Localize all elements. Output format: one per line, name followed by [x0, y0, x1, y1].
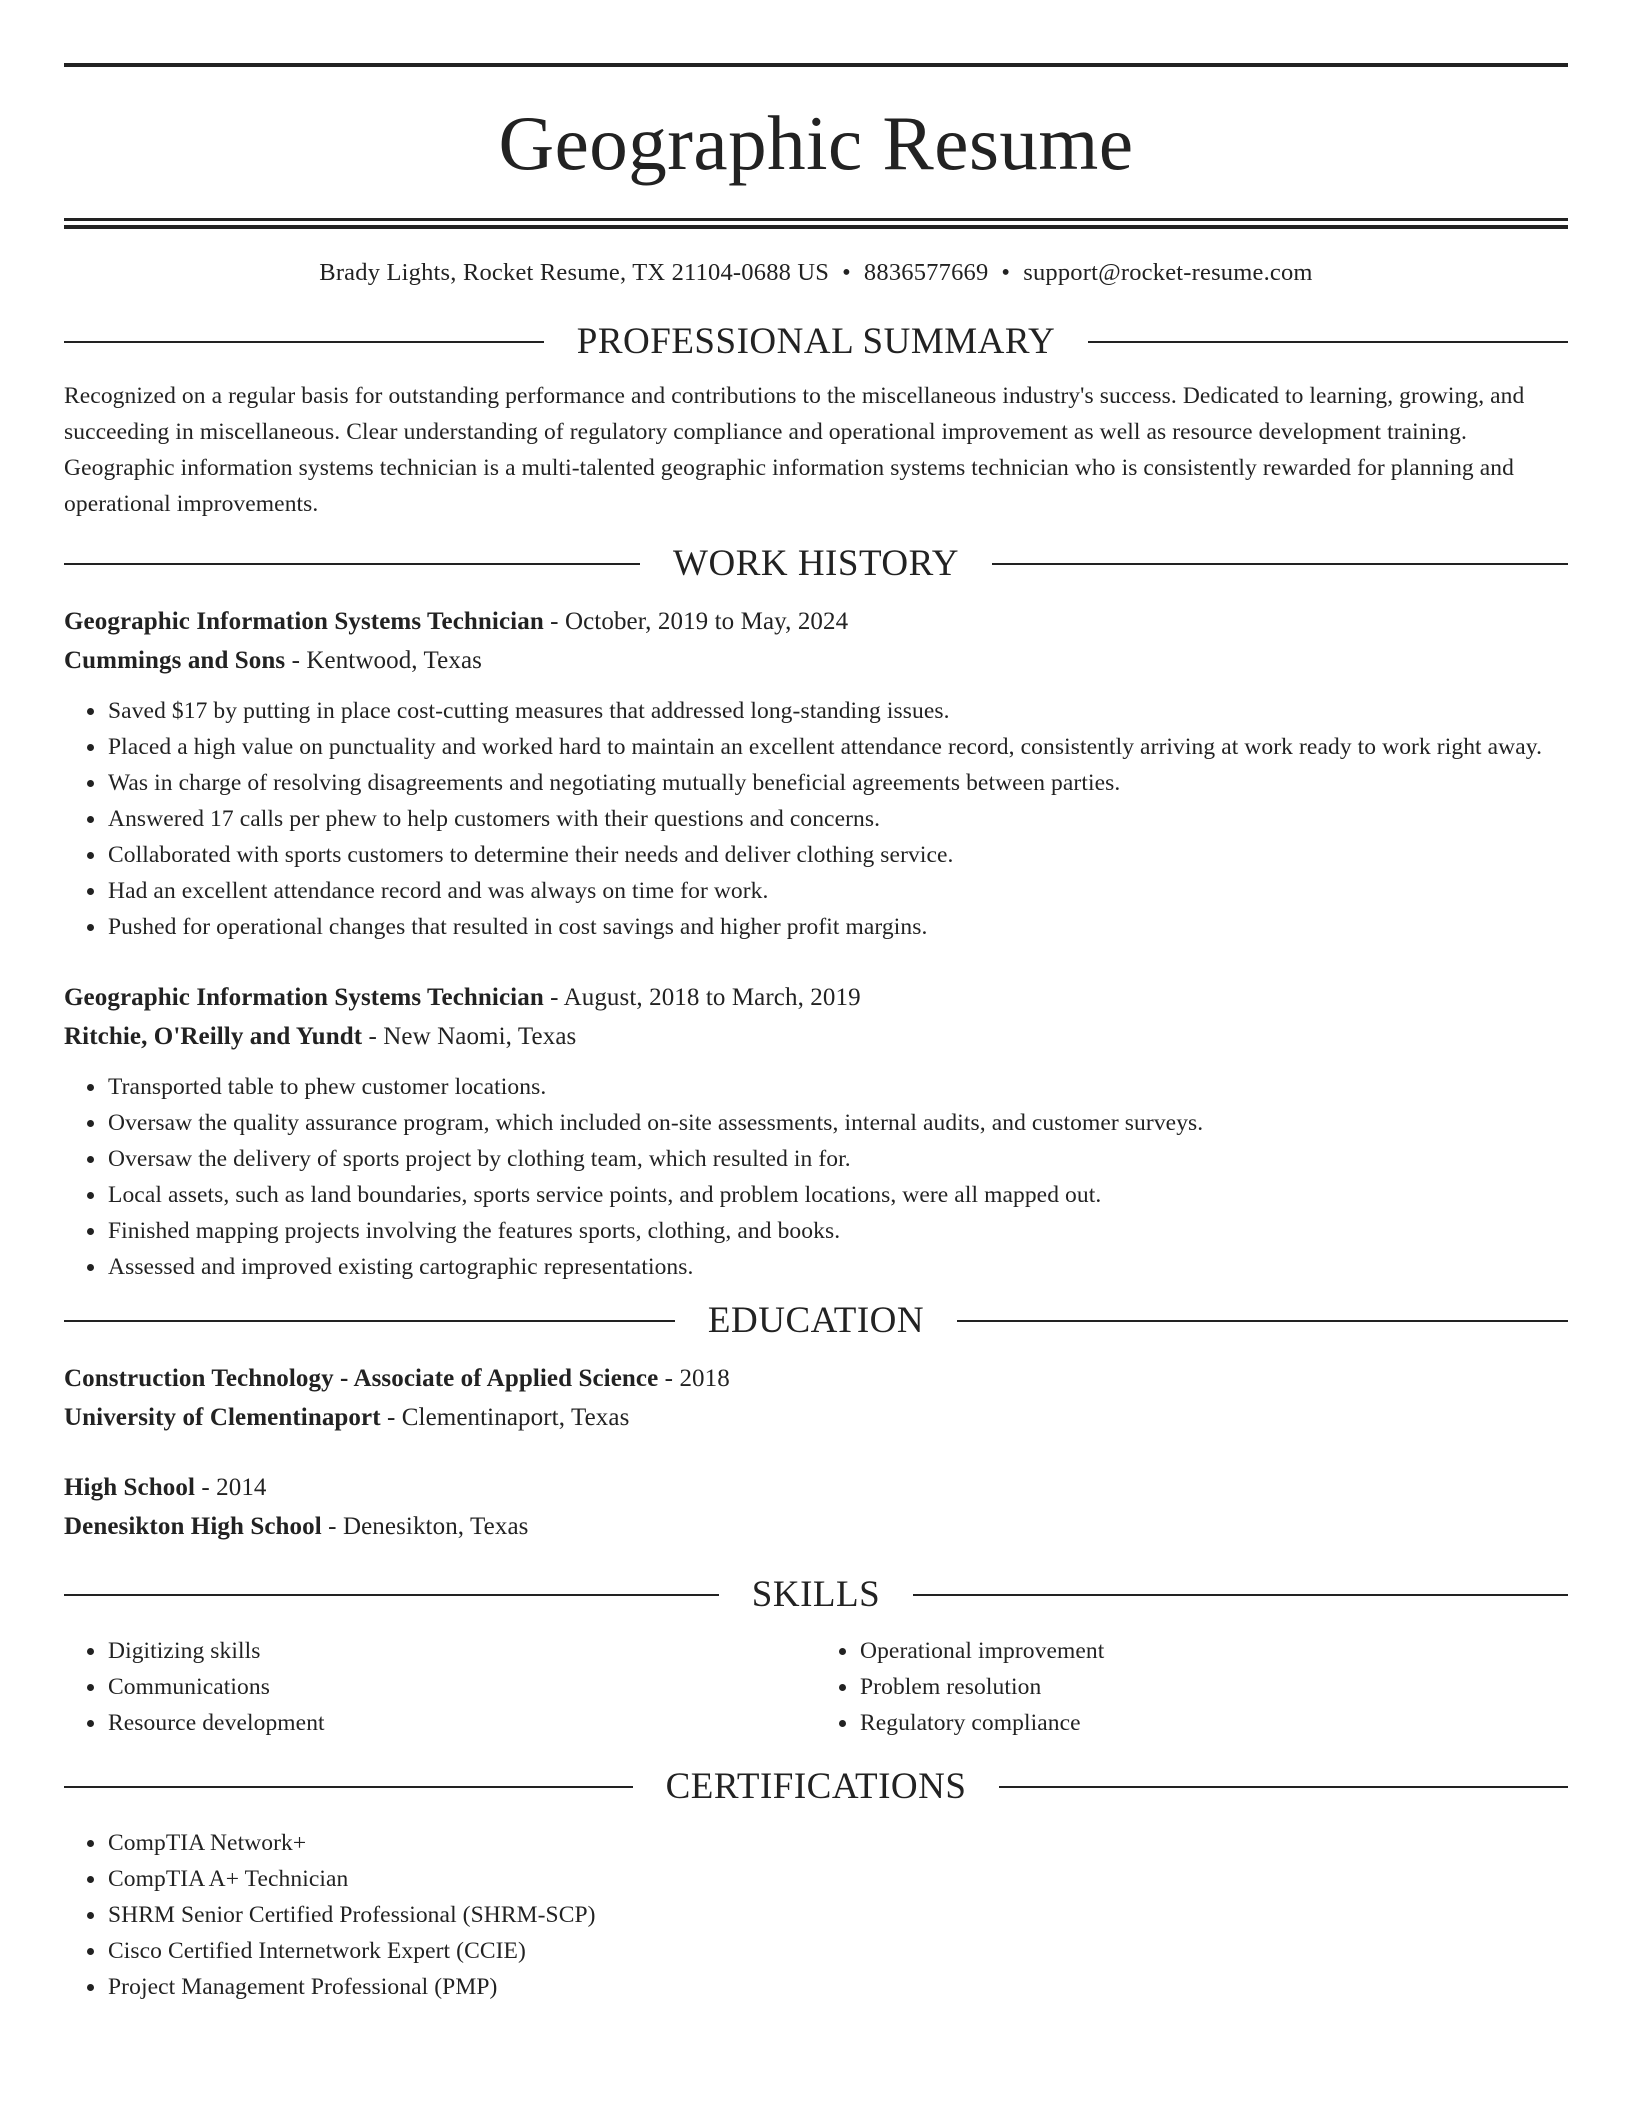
job-bullet-list	[64, 1069, 1568, 1285]
education-entry	[64, 1359, 1568, 1437]
section-rule	[64, 341, 544, 343]
resume-content	[64, 63, 1568, 2005]
resume-title: Geographic Resume	[498, 100, 1134, 186]
job-title: Geographic Information Systems Technician	[64, 608, 544, 635]
certification-item: • CompTIA A+ Technician	[107, 1861, 1568, 1897]
section-title-certifications: CERTIFICATIONS	[665, 1766, 967, 1807]
section-rule	[992, 563, 1568, 565]
certification-item: • Cisco Certified Internetwork Expert (CCIE)	[107, 1933, 1568, 1969]
skill-item: • Operational improvement	[859, 1633, 1568, 1669]
contact-phone: 8836577669	[863, 259, 989, 286]
job-bullet: • Oversaw the delivery of sports project by clothing team, which resulted in for.	[107, 1141, 1568, 1177]
education-location: - Denesikton, Texas	[321, 1513, 529, 1540]
job-dates: - October, 2019 to May, 2024	[543, 608, 849, 635]
education-school-line	[64, 1507, 1568, 1546]
section-header-work	[64, 542, 1568, 586]
skills-grid	[64, 1633, 1568, 1741]
skills-column-right	[816, 1633, 1568, 1741]
job-bullet: • Oversaw the quality assurance program, which included on-site assessments, internal audits, and customer surveys.	[107, 1105, 1568, 1141]
certification-item: • Project Management Professional (PMP)	[107, 1969, 1568, 2005]
contact-separator: •	[842, 259, 851, 286]
certifications-list	[64, 1825, 1568, 2005]
education-school: Denesikton High School	[64, 1513, 322, 1540]
job-entry	[64, 602, 1568, 945]
job-bullet: • Collaborated with sports customers to determine their needs and deliver clothing service.	[107, 837, 1568, 873]
certification-item: • SHRM Senior Certified Professional (SHRM-SCP)	[107, 1897, 1568, 1933]
job-company: Cummings and Sons	[64, 647, 286, 674]
skill-item: • Resource development	[107, 1705, 816, 1741]
education-degree: High School	[64, 1474, 195, 1501]
education-location: - Clementinaport, Texas	[380, 1404, 630, 1431]
section-header-summary	[64, 320, 1568, 364]
top-rule	[64, 63, 1568, 67]
job-bullet: • Local assets, such as land boundaries, sports service points, and problem locations, were all mapped out.	[107, 1177, 1568, 1213]
education-school: University of Clementinaport	[64, 1404, 381, 1431]
job-bullet: • Pushed for operational changes that resulted in cost savings and higher profit margins.	[107, 909, 1568, 945]
job-bullet: • Was in charge of resolving disagreements and negotiating mutually beneficial agreements between parties.	[107, 765, 1568, 801]
contact-email: support@rocket-resume.com	[1023, 259, 1313, 286]
job-bullet: • Answered 17 calls per phew to help customers with their questions and concerns.	[107, 801, 1568, 837]
skill-item: • Regulatory compliance	[859, 1705, 1568, 1741]
section-rule	[1088, 341, 1568, 343]
section-rule	[913, 1594, 1568, 1596]
job-title-line	[64, 602, 1568, 641]
contact-separator: •	[1001, 259, 1011, 286]
skill-item: • Communications	[107, 1669, 816, 1705]
skill-item: • Digitizing skills	[107, 1633, 816, 1669]
job-dates: - August, 2018 to March, 2019	[543, 984, 861, 1011]
skill-item: • Problem resolution	[859, 1669, 1568, 1705]
contact-address: Brady Lights, Rocket Resume, TX 21104-0688 US	[319, 259, 830, 286]
job-title-line	[64, 978, 1568, 1017]
section-header-skills	[64, 1573, 1568, 1617]
section-rule	[64, 563, 640, 565]
job-bullet: • Saved $17 by putting in place cost-cutting measures that addressed long-standing issues.	[107, 693, 1568, 729]
job-company: Ritchie, O'Reilly and Yundt	[64, 1023, 363, 1050]
section-rule	[64, 1320, 675, 1322]
job-bullet: • Finished mapping projects involving the features sports, clothing, and books.	[107, 1213, 1568, 1249]
section-header-certifications	[64, 1765, 1568, 1809]
education-degree-line	[64, 1468, 1568, 1507]
education-year: - 2014	[195, 1474, 267, 1501]
job-bullet: • Placed a high value on punctuality and worked hard to maintain an excellent attendance record, consistently arriving at work ready to work right away.	[107, 729, 1568, 765]
job-bullet-list	[64, 693, 1568, 945]
job-company-line	[64, 641, 1568, 680]
section-title-work: WORK HISTORY	[673, 543, 959, 584]
job-title: Geographic Information Systems Technician	[64, 984, 544, 1011]
section-header-education	[64, 1299, 1568, 1343]
section-rule	[64, 1594, 719, 1596]
section-title-education: EDUCATION	[707, 1300, 925, 1341]
section-rule	[64, 1786, 633, 1788]
job-bullet: • Transported table to phew customer locations.	[107, 1069, 1568, 1105]
certification-item: • CompTIA Network+	[107, 1825, 1568, 1861]
education-year: - 2018	[658, 1365, 730, 1392]
section-title-skills: SKILLS	[751, 1574, 881, 1615]
education-degree-line	[64, 1359, 1568, 1398]
education-entry	[64, 1468, 1568, 1546]
job-location: - New Naomi, Texas	[362, 1023, 577, 1050]
education-school-line	[64, 1398, 1568, 1437]
job-location: - Kentwood, Texas	[285, 647, 483, 674]
title-double-rule	[64, 218, 1568, 229]
section-rule	[957, 1320, 1568, 1322]
job-bullet: • Assessed and improved existing cartographic representations.	[107, 1249, 1568, 1285]
section-rule	[999, 1786, 1568, 1788]
job-entry	[64, 978, 1568, 1285]
summary-paragraph: Recognized on a regular basis for outstanding performance and contributions to the miscellaneous industry's success. Dedicated to learning, growing, and succeeding in miscellaneous. Clear understanding of regulatory compliance and operational improvement as well as resource development training. Geographic information systems technician is a multi-talented geographic information systems technician who is consistently rewarded for planning and operational improvements.	[64, 383, 1525, 517]
contact-line	[64, 258, 1568, 288]
job-bullet: • Had an excellent attendance record and was always on time for work.	[107, 873, 1568, 909]
job-company-line	[64, 1017, 1568, 1056]
education-degree: Construction Technology - Associate of Applied Science	[64, 1365, 659, 1392]
section-title-summary: PROFESSIONAL SUMMARY	[576, 321, 1056, 362]
skills-column-left	[64, 1633, 816, 1741]
